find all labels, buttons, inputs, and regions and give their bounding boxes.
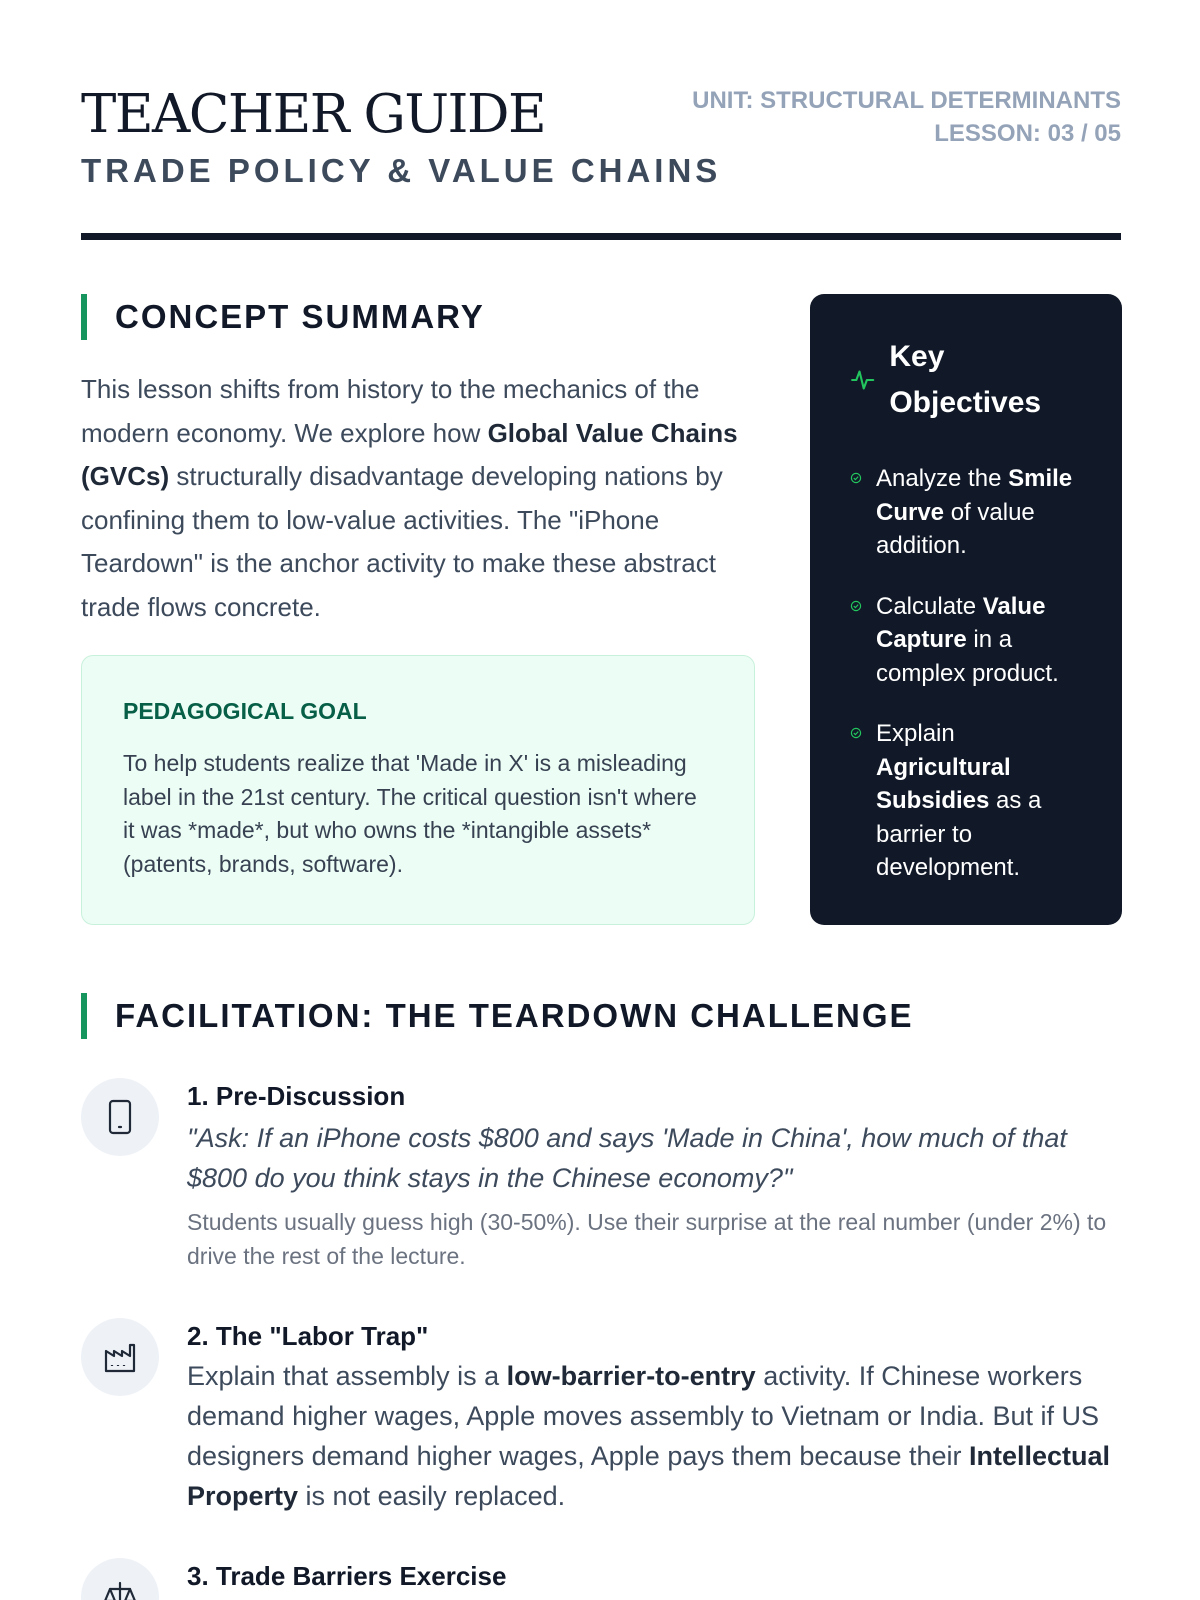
section-accent-bar [81,294,87,340]
step-body [187,1078,1121,1273]
objective-item [850,717,1084,885]
lesson-meta [692,84,1121,150]
step-text: Explain that assembly is a low-barrier-to-entry activity. If Chinese workers demand higher wages, Apple moves assembly to Vietnam or India. But if US designers demand higher wages, Apple pays them because their Intellectual Property is not easily replaced. [187,1361,1111,1511]
header-divider [81,233,1121,240]
step-title: 3. Trade Barriers Exercise [187,1561,507,1591]
objective-item [850,590,1084,691]
objective-text: Explain Agricultural Subsidies as a barrier to development. [876,720,1042,881]
key-objectives-card [810,294,1122,925]
check-circle-icon [850,600,862,612]
pedagogical-goal-box [81,655,755,925]
concept-summary-text [81,368,761,629]
factory-icon [81,1318,159,1396]
section-accent-bar [81,993,87,1039]
lesson-label: LESSON: 03 / 05 [934,120,1121,147]
step-body [187,1558,1121,1600]
objectives-header [850,334,1084,426]
step-pre-discussion [81,1078,1121,1273]
objective-item [850,462,1084,563]
step-trade-barriers [81,1558,1121,1600]
objective-text: Calculate Value Capture in a complex product. [876,592,1059,687]
step-title: 2. The "Labor Trap" [187,1321,429,1351]
step-note: Students usually guess high (30-50%). Use their surprise at the real number (under 2%) to drive the rest of the lecture. [187,1209,1107,1269]
step-body [187,1318,1121,1516]
step-quote: "Ask: If an iPhone costs $800 and says 'Made in China', how much of that $800 do you think stays in the Chinese economy?" [187,1123,1067,1193]
section-title: FACILITATION: THE TEARDOWN CHALLENGE [115,997,914,1034]
goal-title: PEDAGOGICAL GOAL [123,698,367,724]
facilitation-heading [81,993,914,1039]
objectives-title: Key Objectives [889,340,1042,419]
section-title: CONCEPT SUMMARY [115,298,485,335]
concept-summary-heading [81,294,485,340]
page-subtitle: TRADE POLICY & VALUE CHAINS [81,152,722,189]
scale-icon [81,1558,159,1600]
summary-text-part: This lesson shifts from history to the mechanics of the modern economy. We explore how [81,374,700,448]
page-header [81,84,1121,190]
objective-text: Analyze the Smile Curve of value addition. [876,465,1073,559]
step-labor-trap [81,1318,1121,1516]
check-circle-icon [850,727,862,739]
tablet-icon [81,1078,159,1156]
check-circle-icon [850,472,862,484]
summary-text-part: structurally disadvantage developing nations by confining them to low-value activities. The "iPhone Teardown" is the anchor activity to make these abstract trade flows concrete. [81,461,723,622]
goal-text: To help students realize that 'Made in X' is a misleading label in the 21st century. The critical question isn't where it was *made*, but who owns the *intangible assets* (patents, brands, software). [123,750,697,877]
objectives-list [850,462,1084,885]
step-title: 1. Pre-Discussion [187,1081,406,1111]
pulse-icon [850,366,875,394]
summary-emphasis: Global Value Chains (GVCs) [81,417,738,491]
unit-label: UNIT: STRUCTURAL DETERMINANTS [692,87,1121,114]
page-title: TEACHER GUIDE [81,84,546,145]
